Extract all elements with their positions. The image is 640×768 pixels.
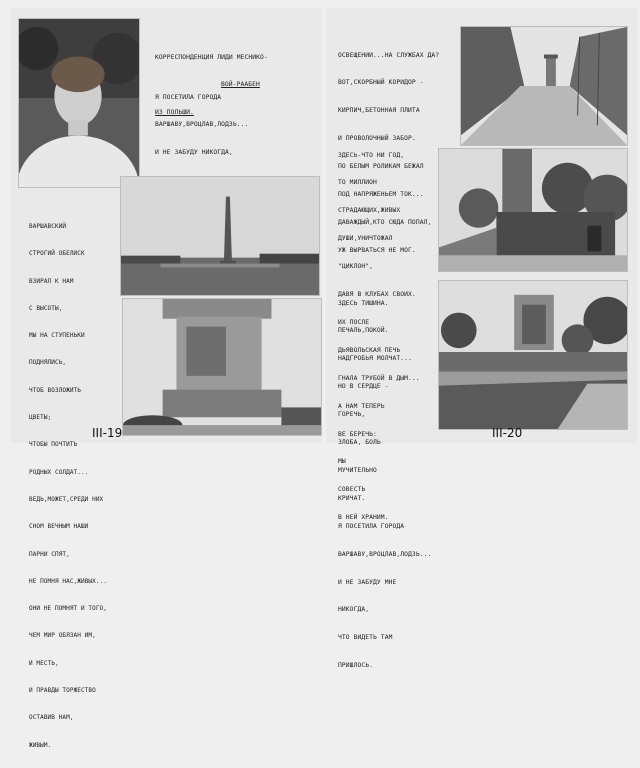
verse-line: ДУШИ,УНИЧТОЖАЛ: [338, 235, 393, 243]
verse-line: ВАРШАВУ,ВРОЦЛАВ,ЛОДЗЬ...: [338, 550, 432, 558]
verse-line: Я ПОСЕТИЛА ГОРОДА: [338, 522, 405, 530]
page-number-right: [492, 426, 522, 440]
poem-line: С ВЫСОТЫ,: [29, 304, 63, 312]
verse-line: НАДГРОБЬЯ МОЛЧАТ...: [338, 355, 412, 363]
verse-line: ЧТО ВИДЕТЬ ТАМ: [338, 634, 393, 642]
poem-line: ПАРНИ СПЯТ,: [29, 550, 70, 558]
camp-corridor-photo: [460, 26, 628, 146]
heading-line: КОРРЕСПОНДЕНЦИЯ ЛИДИ МЕСНИКО-: [155, 53, 268, 61]
poem-line: СНОМ ВЕЧНЫМ НАШИ: [29, 523, 89, 531]
verse-line: ГНАЛА ТРУБОЙ В ДЫМ...: [338, 374, 420, 382]
verse-line: ДЬЯВОЛЬСКАЯ ПЕЧЬ: [338, 346, 401, 354]
poem-line: МЫ НА СТУПЕНЬКИ: [29, 332, 85, 340]
poem-line: ВЕДЬ,МОЖЕТ,СРЕДИ НИХ: [29, 495, 104, 503]
verse-line: ГОРЕЧЬ,: [338, 411, 366, 419]
poem-line: ЦВЕТЫ;: [29, 414, 52, 422]
poem-line: И ПРАВДЫ ТОРЖЕСТВО: [29, 687, 96, 695]
album-page-left: [10, 8, 322, 749]
verse-line: В НЕЙ ХРАНИМ.: [338, 514, 389, 522]
album-page-right: [326, 8, 638, 670]
verse-line: ЗДЕСЬ ТИШИНА.: [338, 299, 389, 307]
verse-line: Я ПОСЕТИЛА ГОРОДА: [155, 93, 222, 101]
poem-line: ЧЕМ МИР ОБЯЗАН ИМ,: [29, 632, 96, 640]
portrait-photo: [18, 18, 140, 188]
heading-line: ВОЙ-РААБЕН: [221, 81, 260, 89]
verse-line: "ЦИКЛОН",: [338, 263, 374, 271]
verse-line: МУЧИТЕЛЬНО: [338, 466, 377, 474]
page-number-label: III-20: [492, 426, 523, 440]
poem-line: СТРОГИЙ ОБЕЛИСК: [29, 250, 85, 258]
verse-line: КРИЧАТ.: [338, 494, 366, 502]
verse-line: НО В СЕРДЦЕ -: [338, 383, 389, 391]
verse-line: МЫ: [338, 458, 346, 466]
poem-line: ОНИ НЕ ПОМНЯТ И ТОГО,: [29, 605, 107, 613]
verse-line: ОСВЕЩЕНИИ...НА СЛУЖБАХ ДА?: [338, 51, 440, 59]
verse-line: ВАРШАВУ,ВРОЦЛАВ,ЛОДЗЬ...: [155, 121, 249, 129]
poem-line: ПОДНЯЛИСЬ,: [29, 359, 67, 367]
poem-line: ЖИВЫМ.: [29, 741, 52, 749]
poem-line: НЕ ПОМНЯ НАС,ЖИВЫХ...: [29, 577, 107, 585]
poem-line: ВАРШАВСКИЙ: [29, 223, 67, 230]
poem-line: ВЗИРАЛ К НАМ: [29, 277, 74, 285]
heading-line: ИЗ ПОЛЬШИ.: [155, 109, 194, 117]
poem-line: ЧТОБ ВОЗЛОЖИТЬ: [29, 386, 81, 394]
poem-line: И МЕСТЬ,: [29, 659, 59, 667]
verse-line: СТРАДАЮЩИХ,ЖИВЫХ: [338, 207, 401, 215]
verse-line: УЖ ВЫРВАТЬСЯ НЕ МОГ.: [338, 246, 416, 254]
memorial-cemetery-photo: [438, 280, 628, 430]
crematorium-chimney-photo: [438, 148, 628, 272]
poem-line: РОДНЫХ СОЛДАТ...: [29, 468, 89, 476]
verse-line: НИКОГДА,: [338, 606, 370, 614]
verse-line: ВЕ БЕРЕЧЬ:: [338, 430, 377, 438]
verse-line: ПРИШЛОСЬ.: [338, 662, 374, 670]
verse-line: ПО БЕЛЫМ РОЛИКАМ БЕЖАЛ: [338, 163, 424, 171]
obelisk-poem: [29, 204, 107, 768]
verse-line: ВОТ,СКОРБНЫЙ КОРИДОР -: [338, 79, 424, 87]
verse-line: ДАВАЖДЫЙ,КТО СЮДА ПОПАЛ,: [338, 218, 432, 226]
verse-line: СОВЕСТЬ: [338, 486, 366, 494]
silence-verse: [338, 280, 431, 689]
verse-line: И ПРОВОЛОЧНЫЙ ЗАБОР.: [338, 135, 416, 143]
poem-line: ЧТОБЫ ПОЧТИТЬ: [29, 441, 78, 449]
verse-line: ЗДЕСЬ-ЧТО НИ ГОД,: [338, 151, 405, 159]
poem-line: ОСТАВИВ НАМ,: [29, 714, 74, 722]
monument-pedestal-photo: [122, 298, 322, 436]
verse-line: ТО МИЛЛИОН: [338, 179, 377, 187]
verse-line: ПЕЧАЛЬ,ПОКОЙ.: [338, 327, 389, 335]
verse-line: ИХ ПОСЛЕ: [338, 318, 370, 326]
verse-line: ДАВЯ В КЛУБАХ СВОИХ.: [338, 291, 416, 299]
page-number-label: III-19: [92, 426, 123, 440]
obelisk-photo: [120, 176, 320, 296]
verse-line: ЗЛОБА, БОЛЬ: [338, 439, 381, 447]
verse-line: И НЕ ЗАБУДУ НИКОГДА,: [155, 149, 233, 157]
verse-line: КИРПИЧ,БЕТОННАЯ ПЛИТА: [338, 107, 420, 115]
verse-line: А НАМ ТЕПЕРЬ: [338, 402, 385, 410]
verse-line: ПОД НАПРЯЖЕНЬЕМ ТОК...: [338, 191, 424, 199]
page-number-left: [92, 426, 122, 440]
verse-line: И НЕ ЗАБУДУ МНЕ: [338, 578, 397, 586]
